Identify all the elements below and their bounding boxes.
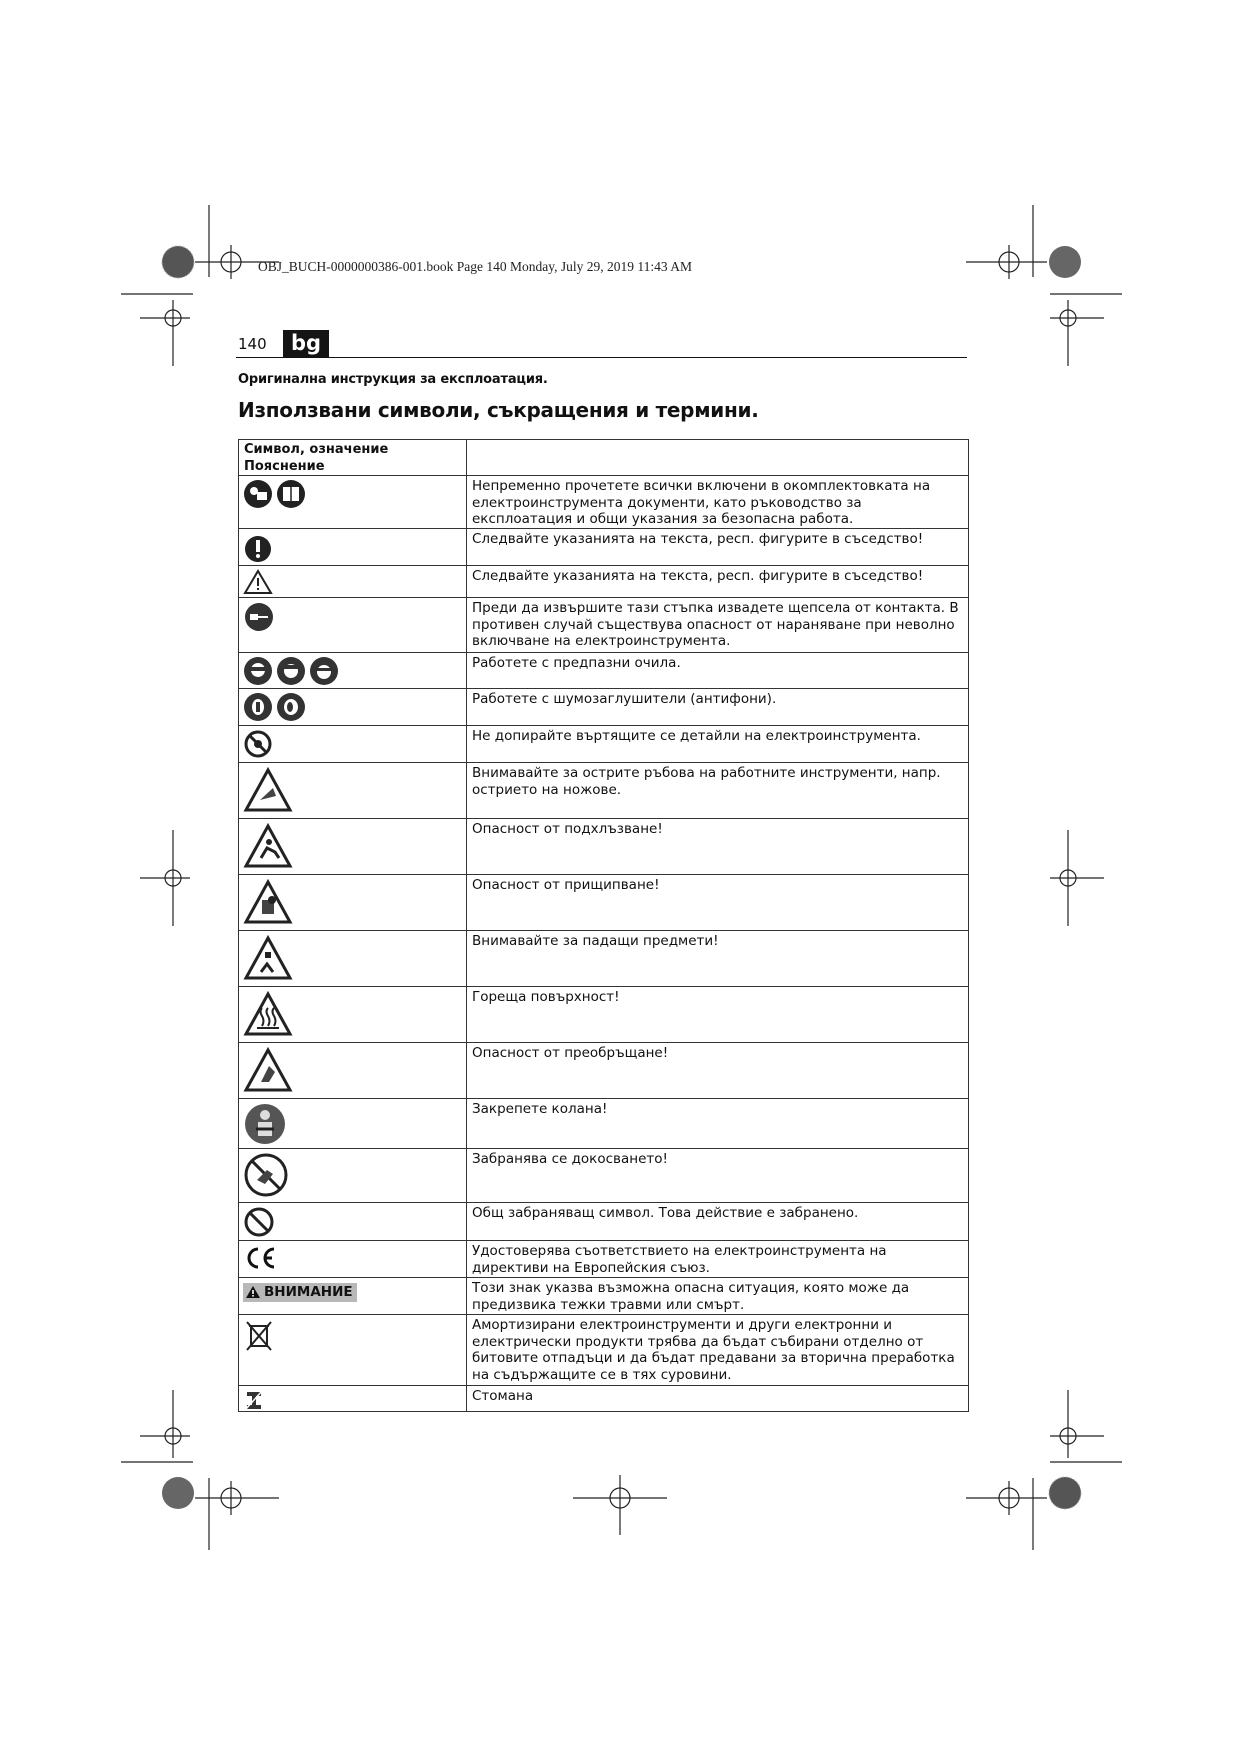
- table-row: [239, 819, 969, 875]
- pinch-hazard-icon: [243, 878, 293, 926]
- table-row: [239, 1043, 969, 1099]
- page-number: 140: [238, 335, 267, 353]
- warning-triangle-icon: [243, 569, 273, 595]
- symbol-cell: [239, 931, 467, 987]
- warning-badge-label: ВНИМАНИЕ: [264, 1284, 353, 1300]
- symbol-cell: [239, 1278, 467, 1315]
- explanation-cell: Опасност от прищипване!: [467, 875, 969, 931]
- face-shield-icon: [276, 656, 306, 686]
- header-symbol: Символ, означение Пояснение: [239, 440, 467, 476]
- header-rule: [236, 357, 967, 358]
- explanation-cell: Опасност от преобръщане!: [467, 1043, 969, 1099]
- explanation-cell: Преди да извършите тази стъпка извадете щепсела от контакта. В противен случай съществува опасност от нараняване при неволно включване на електроинструмента.: [467, 598, 969, 653]
- table-row: [239, 987, 969, 1043]
- explanation-cell: Общ забраняващ символ. Това действие е забранено.: [467, 1203, 969, 1241]
- table-row: [239, 1203, 969, 1241]
- explanation-cell: Амортизирани електроинструменти и други електронни и електрически продукти трябва да бъдат събирани отделно от битовите отпадъци и да бъдат предавани за вторична преработка на съдържащите се в тях суровини.: [467, 1315, 969, 1386]
- explanation-cell: Внимавайте за острите ръбова на работните инструменти, напр. острието на ножове.: [467, 763, 969, 819]
- explanation-cell: Забранява се докосването!: [467, 1149, 969, 1203]
- symbol-cell: [239, 987, 467, 1043]
- slip-hazard-icon: [243, 822, 293, 870]
- table-row: [239, 653, 969, 689]
- symbol-cell: [239, 598, 467, 653]
- explanation-cell: Следвайте указанията на текста, респ. фигурите в съседство!: [467, 566, 969, 598]
- unplug-icon: [243, 601, 275, 633]
- table-row: [239, 529, 969, 566]
- warning-badge: [243, 1283, 357, 1302]
- ear-muffs-icon: [276, 692, 306, 722]
- explanation-cell: Удостоверява съответствието на електроинструмента на директиви на Европейския съюз.: [467, 1241, 969, 1278]
- explanation-cell: Гореща повърхност!: [467, 987, 969, 1043]
- table-row: [239, 1149, 969, 1203]
- weee-bin-icon: [243, 1318, 275, 1354]
- symbol-cell: [239, 1203, 467, 1241]
- explanation-cell: Внимавайте за падащи предмети!: [467, 931, 969, 987]
- explanation-cell: Не допирайте въртящите се детайли на електроинструмента.: [467, 726, 969, 763]
- symbol-cell: [239, 1149, 467, 1203]
- language-badge: bg: [283, 330, 329, 358]
- safety-glasses-icon: [309, 656, 339, 686]
- symbol-cell: [239, 726, 467, 763]
- table-row: [239, 566, 969, 598]
- explanation-cell: Закрепете колана!: [467, 1099, 969, 1149]
- manual-book-icon: [276, 479, 306, 509]
- hot-surface-icon: [243, 990, 293, 1038]
- warning-badge-icon: [245, 1285, 261, 1299]
- table-row: [239, 1315, 969, 1386]
- explanation-cell: Работете с шумозаглушители (антифони).: [467, 689, 969, 726]
- section-heading: Използвани символи, съкращения и термини.: [238, 398, 759, 422]
- explanation-cell: Опасност от подхлъзване!: [467, 819, 969, 875]
- symbol-cell: [239, 529, 467, 566]
- steel-icon: [243, 1389, 265, 1411]
- fasten-belt-icon: [243, 1102, 287, 1146]
- prohibition-icon: [243, 1206, 275, 1238]
- book-info-line: OBJ_BUCH-0000000386-001.book Page 140 Monday, July 29, 2019 11:43 AM: [258, 259, 693, 274]
- ce-mark-icon: [243, 1244, 279, 1272]
- symbol-cell: [239, 689, 467, 726]
- table-row: [239, 598, 969, 653]
- header-explanation: [467, 440, 969, 476]
- symbols-table: [238, 439, 969, 1412]
- falling-objects-icon: [243, 934, 293, 982]
- table-row: [239, 1099, 969, 1149]
- tip-over-icon: [243, 1046, 293, 1094]
- symbol-cell: [239, 875, 467, 931]
- read-manual-icon: [243, 479, 273, 509]
- table-row: [239, 931, 969, 987]
- table-row: [239, 1278, 969, 1315]
- symbol-cell: [239, 476, 467, 529]
- goggles-icon: [243, 656, 273, 686]
- table-row: [239, 689, 969, 726]
- document-subtitle: Оригинална инструкция за експлоатация.: [238, 372, 548, 387]
- exclamation-icon: [243, 532, 273, 564]
- symbol-cell: [239, 1386, 467, 1412]
- explanation-cell: Непременно прочетете всички включени в окомплектовката на електроинструмента документи, като ръководство за експлоатация и общи указания за безопасна работа.: [467, 476, 969, 529]
- explanation-cell: Този знак указва възможна опасна ситуация, която може да предизвика тежки травми или смърт.: [467, 1278, 969, 1315]
- table-row: [239, 1386, 969, 1412]
- table-row: [239, 1241, 969, 1278]
- symbol-cell: [239, 819, 467, 875]
- symbol-cell: [239, 566, 467, 598]
- table-row: [239, 726, 969, 763]
- no-touching-icon: [243, 1152, 289, 1198]
- symbol-cell: [239, 1099, 467, 1149]
- explanation-cell: Работете с предпазни очила.: [467, 653, 969, 689]
- no-touch-rotating-icon: [243, 729, 273, 759]
- symbol-cell: [239, 653, 467, 689]
- ear-protection-icon: [243, 692, 273, 722]
- symbol-cell: [239, 1043, 467, 1099]
- explanation-cell: Следвайте указанията на текста, респ. фигурите в съседство!: [467, 529, 969, 566]
- table-row: [239, 875, 969, 931]
- symbol-cell: [239, 763, 467, 819]
- explanation-cell: Стомана: [467, 1386, 969, 1412]
- sharp-edge-icon: [243, 766, 293, 814]
- symbol-cell: [239, 1241, 467, 1278]
- table-row: [239, 476, 969, 529]
- table-row: [239, 763, 969, 819]
- table-header-row: [239, 440, 969, 476]
- symbol-cell: [239, 1315, 467, 1386]
